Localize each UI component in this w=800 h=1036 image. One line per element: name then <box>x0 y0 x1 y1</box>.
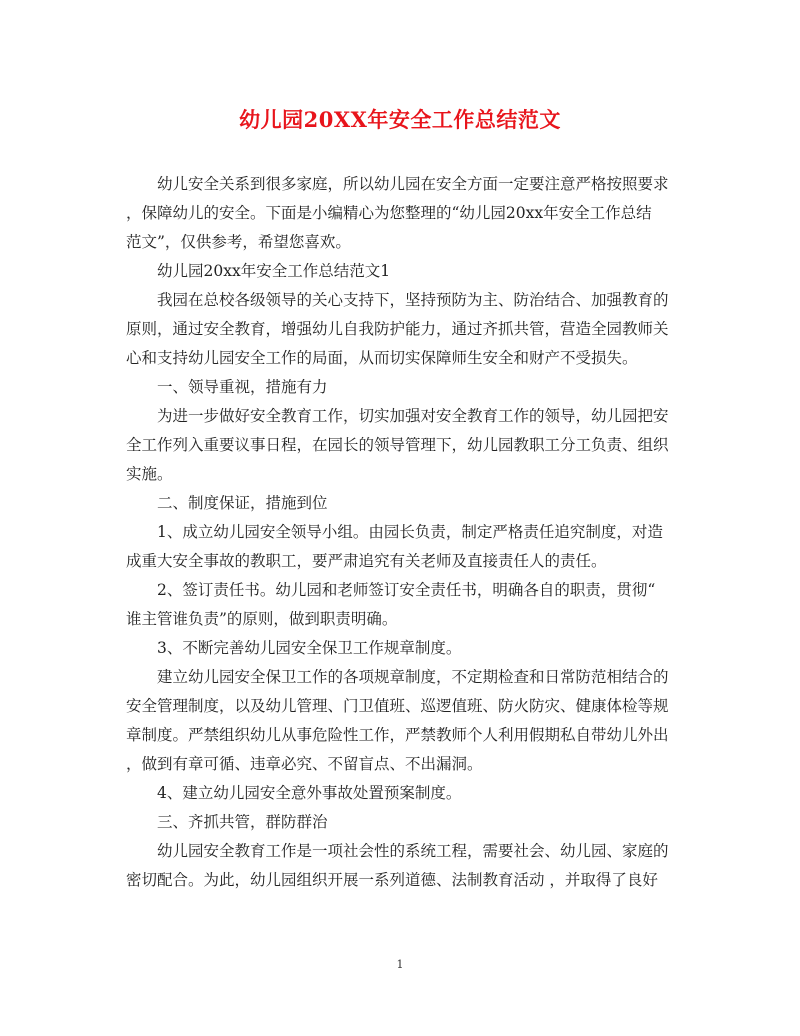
text-line: 全工作列入重要议事日程，在园长的领导管理下，幼儿园教职工分工负责、组织 <box>126 436 669 454</box>
text-line: 实施。 <box>126 465 173 483</box>
text-line: 一、领导重视，措施有力 <box>126 378 328 396</box>
text-line: 幼儿园安全教育工作是一项社会性的系统工程，需要社会、幼儿园、家庭的 <box>126 842 669 860</box>
text-line: 建立幼儿园安全保卫工作的各项规章制度，不定期检查和日常防范相结合的 <box>126 668 669 686</box>
paragraph-rules <box>126 663 674 779</box>
text-line: ，保障幼儿的安全。下面是小编精心为您整理的“幼儿园20xx年安全工作总结 <box>126 204 652 222</box>
text-line: 范文”，仅供参考，希望您喜欢。 <box>126 233 351 251</box>
text-line: 密切配合。为此，幼儿园组织开展一系列道德、法制教育活动 ，并取得了良好 <box>126 871 658 889</box>
paragraph-item-4 <box>126 779 674 808</box>
document-title: 幼儿园20XX年安全工作总结范文 <box>239 107 561 132</box>
text-line: ，做到有章可循、违章必究、不留盲点、不出漏洞。 <box>126 755 483 773</box>
paragraph-section-3 <box>126 837 674 895</box>
text-line: 幼儿园20xx年安全工作总结范文1 <box>126 262 391 280</box>
paragraph-item-2 <box>126 576 674 634</box>
text-line: 为进一步做好安全教育工作，切实加强对安全教育工作的领导，幼儿园把安 <box>126 407 669 425</box>
text-line: 三、齐抓共管，群防群治 <box>126 813 328 831</box>
text-line: 安全管理制度，以及幼儿管理、门卫值班、巡逻值班、防火防灾、健康体检等规 <box>126 697 669 715</box>
page-number: 1 <box>396 958 404 971</box>
paragraph-intro <box>126 170 674 257</box>
text-line: 我园在总校各级领导的关心支持下，坚持预防为主、防治结合、加强教育的 <box>126 291 669 309</box>
text-line: 4、建立幼儿园安全意外事故处置预案制度。 <box>126 784 462 802</box>
section-heading-2 <box>126 489 674 518</box>
text-line: 幼儿安全关系到很多家庭，所以幼儿园在安全方面一定要注意严格按照要求 <box>126 175 669 193</box>
text-line: 原则，通过安全教育，增强幼儿自我防护能力，通过齐抓共管，营造全园教师关 <box>126 320 669 338</box>
paragraph-section-1 <box>126 402 674 489</box>
text-line: 心和支持幼儿园安全工作的局面，从而切实保障师生安全和财产不受损失。 <box>126 349 638 367</box>
text-line: 章制度。严禁组织幼儿从事危险性工作，严禁教师个人利用假期私自带幼儿外出 <box>126 726 669 744</box>
paragraph-item-1 <box>126 518 674 576</box>
text-line: 谁主管谁负责”的原则，做到职责明确。 <box>126 610 398 628</box>
text-line: 二、制度保证，措施到位 <box>126 494 328 512</box>
section-heading-1 <box>126 373 674 402</box>
paragraph-item-3 <box>126 634 674 663</box>
document-body <box>126 170 674 895</box>
section-heading-3 <box>126 808 674 837</box>
paragraph-overview <box>126 286 674 373</box>
paragraph-subtitle <box>126 257 674 286</box>
text-line: 2、签订责任书。幼儿园和老师签订安全责任书，明确各自的职责，贯彻“ <box>126 581 656 599</box>
text-line: 1、成立幼儿园安全领导小组。由园长负责，制定严格责任追究制度，对造 <box>126 523 663 541</box>
text-line: 成重大安全事故的教职工，要严肃追究有关老师及直接责任人的责任。 <box>126 552 607 570</box>
text-line: 3、不断完善幼儿园安全保卫工作规章制度。 <box>126 639 462 657</box>
